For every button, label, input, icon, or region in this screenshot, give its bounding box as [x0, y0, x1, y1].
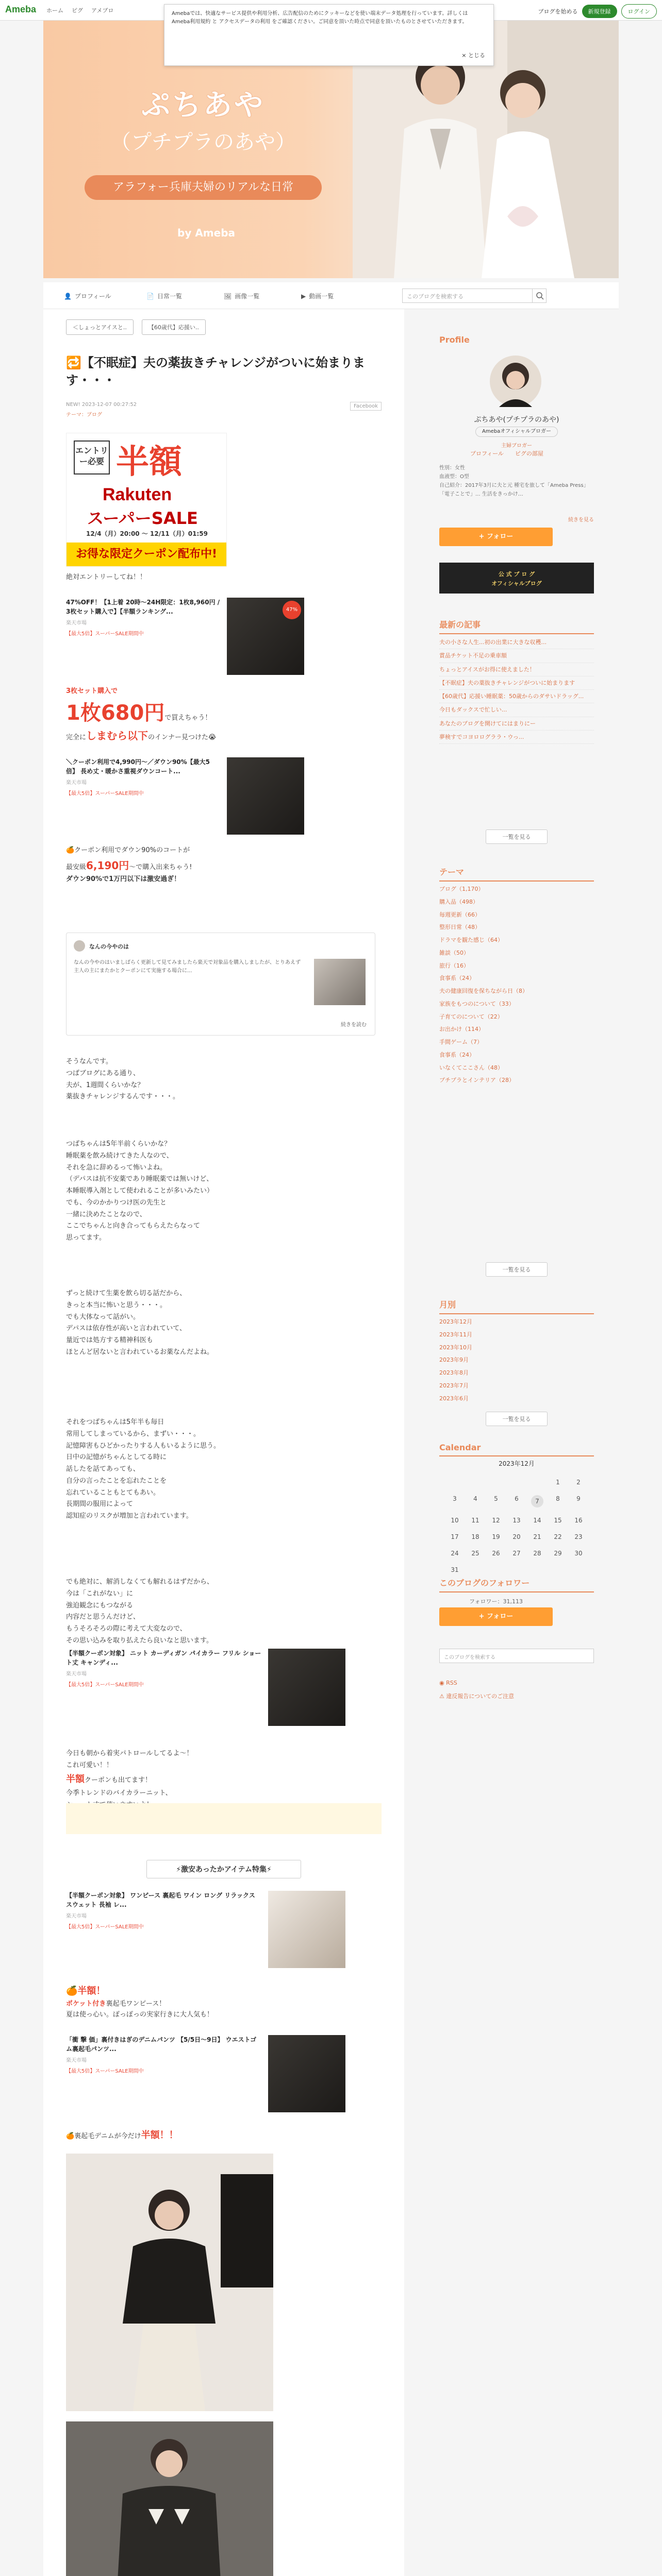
product-name[interactable]: ＼クーポン利用で4,990円〜／ダウン90%【最大5倍】 長め丈・暖かさ重視ダウンコート...: [66, 758, 210, 775]
calendar-day[interactable]: 22: [554, 1533, 562, 1540]
product-card[interactable]: [66, 1649, 355, 1726]
image-icon: 🖼: [224, 292, 232, 300]
signup-button[interactable]: 新規登録: [582, 5, 617, 18]
product-image[interactable]: [268, 2035, 345, 2112]
coupon-price-line: 最安級6,190円〜で購入出来ちゃう!: [66, 859, 192, 872]
theme-item[interactable]: 整形日常（48）: [439, 924, 481, 931]
recent-item[interactable]: 【不眠症】夫の薬抜きチャレンジがついに始まります: [439, 676, 594, 690]
login-button[interactable]: ログイン: [621, 4, 657, 19]
special-divider: [66, 1803, 382, 1834]
calendar-day[interactable]: 15: [554, 1517, 562, 1524]
buy3-text: 3枚セット購入で: [66, 687, 118, 695]
nav-images[interactable]: 🖼 画像一覧: [224, 292, 260, 300]
pocket-note: ポケット付き裏起毛ワンピース！: [66, 2000, 166, 2008]
theme-item[interactable]: ブログ（1,170）: [439, 886, 484, 892]
sidebar-search-input[interactable]: このブログを検索する: [439, 1649, 594, 1663]
calendar-day: [486, 1566, 506, 1573]
body-paragraph: ずっと続けて生薬を飲ら切る話だから、 きっと本当に怖いと思う・・・。 でも大体なって話がい。 デパスは依存性が高いと言われていて、 量近では処方する精神科医も ほとんど居ないと言われているお薬なんだよね。: [66, 1290, 214, 1356]
recent-item[interactable]: ちょっとアイスがお得に使えました！: [439, 663, 594, 676]
calendar-day[interactable]: 4: [473, 1495, 477, 1502]
month-heading: 月別: [439, 1298, 594, 1314]
month-list: [439, 1316, 594, 1405]
calendar-day[interactable]: 25: [471, 1550, 479, 1557]
product-shop: 楽天市場: [66, 780, 87, 786]
profile-avatar[interactable]: [490, 355, 541, 407]
price-highlight: 1枚680円で買えちゃう！: [66, 701, 212, 725]
product-point: 【最大5倍】スーパーSALE期間中: [66, 631, 144, 637]
calendar-day[interactable]: 16: [574, 1517, 583, 1524]
body-paragraph: それをつばちゃんは5年半も毎日 常用してしまっているから、まずい・・・。 記憶障害もひどかったりする人もいるように思う。 日中の記憶がちゃんとしてる時に 話したを話てあっても、 自分の言ったことを忘れたことを 忘れていることもとてもあい。 長期間の服用によって 認知症のリスクが増加と言われています。: [66, 1418, 221, 1520]
month-item[interactable]: 2023年6月: [439, 1395, 469, 1402]
nav-videos[interactable]: ▶ 動画一覧: [301, 292, 334, 300]
calendar-day[interactable]: 8: [556, 1495, 560, 1502]
profile-more-link[interactable]: 続きを見る: [568, 517, 594, 523]
calendar-day[interactable]: 10: [451, 1517, 459, 1524]
top-nav: [46, 6, 113, 14]
calendar-day[interactable]: 19: [492, 1533, 500, 1540]
embed-author: なんの今やのは: [89, 943, 129, 950]
discount-badge: 47%: [283, 601, 301, 619]
theme-item[interactable]: 雑談（50）: [439, 949, 469, 956]
theme-item[interactable]: お出かけ（114）: [439, 1026, 484, 1033]
calendar-day[interactable]: 17: [451, 1533, 459, 1540]
calendar-day: [568, 1566, 589, 1573]
product-name[interactable]: 【半額クーポン対象】 ニット カーディガン パイカラー フリル ショート丈 キャンディ...: [66, 1650, 261, 1666]
calendar-day[interactable]: 20: [512, 1533, 521, 1540]
month-item[interactable]: 2023年12月: [439, 1318, 472, 1325]
theme-item[interactable]: ドラマを観た感じ（64）: [439, 937, 503, 943]
profile-meta: 性別：女性 血液型：O型 自己紹介：2017年3月に夫と元 種宅を旅して「Ameba Press」「電子ことで」... 生活をきっかけ…: [439, 465, 589, 497]
theme-item[interactable]: プチプラとインテリア（28）: [439, 1077, 515, 1084]
calendar-day: [506, 1479, 527, 1486]
body-paragraph: でも絶対に、解消しなくても解れるはずだから、 今は「これがない」に 強迫観念にもつながる 内容だと思うんだけど、 もうそろそろの際に考えて大変なので、 その思い込みを取り払えたら良いなと思います。: [66, 1578, 214, 1645]
official-blog-banner[interactable]: 公 式 ブ ロ グ オフィシャルブログ: [439, 563, 594, 594]
calendar-day[interactable]: 29: [554, 1550, 562, 1557]
cheaper-than-text: 完全にしまむら以下のインナー見つけた😭: [66, 730, 217, 742]
product-point: 【最大5倍】スーパーSALE期間中: [66, 1924, 144, 1930]
coupon-line: 🍊クーポン利用でダウン90%のコートが: [66, 846, 190, 854]
follow-button[interactable]: + フォロー: [439, 1607, 553, 1626]
pocket-note-2: 夏は使っ心い。ぽっぽっの実家行きに大人気も！: [66, 2011, 214, 2019]
next-article-button[interactable]: 【60歳代】応援い..: [142, 319, 206, 335]
article-theme-link[interactable]: テーマ：ブログ: [66, 412, 102, 418]
product-name[interactable]: 【半額クーポン対象】 ワンピース 裏起毛 ワイン ロング リラックス スウェット 長袖 レ...: [66, 1892, 255, 1908]
share-button[interactable]: Facebook: [350, 402, 382, 411]
calendar-day[interactable]: 23: [574, 1533, 583, 1540]
article-title: 🔁【不眠症】夫の薬抜きチャレンジがついに始まります・・・: [66, 355, 365, 387]
coupon-banner: お得な限定クーポン配布中!: [67, 543, 226, 566]
followers-count: フォロワー：31,113: [469, 1598, 523, 1605]
product-image[interactable]: [268, 1891, 345, 1968]
product-card[interactable]: [66, 757, 313, 835]
warning-icon: ⚠: [439, 1693, 446, 1700]
report-link[interactable]: ⚠ 違反報告についてのご注意: [439, 1693, 515, 1700]
profile-role: 主婦ブロガー: [501, 443, 532, 449]
theme-item[interactable]: 購入品（498）: [439, 898, 478, 905]
month-more-button[interactable]: 一覧を見る: [486, 1412, 548, 1426]
hero-title: [95, 82, 311, 155]
top-nav-home[interactable]: ホーム: [46, 7, 63, 14]
calendar-day[interactable]: 6: [515, 1495, 519, 1502]
body-paragraph: そうなんです。 つばブログにある通り、 夫が、1週間くらいかな？ 薬抜きチャレンジするんです・・・。: [66, 1058, 179, 1101]
rss-link[interactable]: ◉ RSS: [439, 1680, 457, 1686]
product-image[interactable]: [268, 1649, 345, 1726]
month-item[interactable]: 2023年11月: [439, 1331, 472, 1338]
cookie-notice: [164, 4, 494, 66]
top-right: [538, 4, 657, 19]
entry-text: 絶対エントリーしてね！！: [66, 573, 147, 581]
profile-links: [470, 449, 543, 457]
video-icon: ▶: [301, 292, 306, 300]
coupon-line-3: ダウン90%で1万円以下は激安過ぎ！: [66, 875, 181, 883]
follow-button[interactable]: + フォロー: [439, 528, 553, 546]
person-icon: 👤: [64, 292, 72, 300]
calendar-day: [444, 1479, 465, 1486]
article-pager: [66, 319, 206, 335]
prev-article-button[interactable]: ＜しょっとアイスと..: [66, 319, 134, 335]
super-sale-label: スーパーSALE: [87, 509, 198, 528]
entry-required-label: エントリー必要: [74, 440, 110, 474]
blog-nav: [43, 282, 619, 309]
top-nav-pigg[interactable]: ピグ: [72, 7, 83, 14]
product-image[interactable]: [227, 757, 304, 835]
denim-note: 🍊裏起毛デニムが今だけ半額！！: [66, 2130, 178, 2141]
calendar-day[interactable]: 12: [492, 1517, 500, 1524]
calendar-day[interactable]: 21: [533, 1533, 541, 1540]
calendar-day[interactable]: 27: [512, 1550, 521, 1557]
theme-item[interactable]: 旅行（16）: [439, 962, 469, 969]
calendar-day[interactable]: 31: [451, 1566, 459, 1573]
recent-list: [439, 636, 594, 744]
calendar-grid: [444, 1479, 589, 1573]
product-card[interactable]: [66, 1891, 355, 1968]
calendar-day: [527, 1479, 548, 1486]
theme-item[interactable]: いなくてここさん（48）: [439, 1064, 503, 1071]
recent-item[interactable]: 夢検すでコヨロログララ・ウっ...: [439, 731, 594, 744]
official-badge: Amebaオフィシャルブロガー: [475, 427, 558, 437]
calendar-day[interactable]: 11: [471, 1517, 479, 1524]
theme-item[interactable]: 子育てのについて（22）: [439, 1013, 503, 1020]
theme-heading: テーマ: [439, 866, 594, 882]
month-item[interactable]: 2023年10月: [439, 1344, 472, 1351]
calendar-day: [465, 1566, 486, 1573]
avatar: [74, 940, 85, 952]
calendar-day: [527, 1566, 548, 1573]
search-icon[interactable]: [532, 289, 547, 303]
calendar-day[interactable]: 2: [576, 1479, 581, 1486]
month-item[interactable]: 2023年7月: [439, 1382, 469, 1389]
calendar-day: [506, 1566, 527, 1573]
sale-banner[interactable]: [66, 433, 227, 567]
calendar-day[interactable]: 14: [533, 1517, 541, 1524]
cookie-text: Amebaでは、快適なサービス提供や利用分析、広告配信のためにクッキーなどを使い端末データ処理を行っています。詳しくは Ameba利用規約 と アクセスデータの利用 をご確認ください。ご同意を頂いた時点で同意を頂いたものとさせていただきます。: [172, 11, 468, 25]
theme-item[interactable]: 家族をもつのについて（33）: [439, 1000, 515, 1007]
product-shop: 楽天市場: [66, 2058, 87, 2063]
calendar-day[interactable]: 30: [574, 1550, 583, 1557]
product-shop: 楽天市場: [66, 620, 87, 626]
nav-entries[interactable]: 📄 日常一覧: [146, 292, 182, 300]
theme-list: [439, 883, 594, 1087]
top-nav-ameblo[interactable]: アメブロ: [91, 7, 114, 14]
calendar-day[interactable]: 18: [471, 1533, 479, 1540]
article-column: [43, 309, 404, 2576]
outfit-photo[interactable]: [66, 2154, 273, 2411]
profile-heading: Profile: [439, 335, 470, 345]
product-point: 【最大5倍】スーパーSALE期間中: [66, 791, 144, 796]
product-name[interactable]: 47%OFF！【1上着 20時〜24H限定：1枚8,960円 / 3枚セット購入で】【半額ランキング...: [66, 599, 220, 615]
theme-more-button[interactable]: 一覧を見る: [486, 1262, 548, 1277]
article-date: NEW! 2023-12-07 00:27:52: [66, 402, 137, 408]
calendar-day[interactable]: 3: [453, 1495, 457, 1502]
calendar-heading: Calendar: [439, 1443, 594, 1456]
sale-dates: 12/4（月）20:00 ～ 12/11（月）01:59: [86, 530, 208, 537]
calendar-day[interactable]: 26: [492, 1550, 500, 1557]
embed-text: なんの今やのはいましばらく更新して見てみましたら楽天で対象品を購入しましたが、とりあえず主人の主にまたかとクーポンにて実施する場合に...: [74, 960, 301, 974]
hero-title-sub: （プチプラのあや）: [110, 130, 296, 154]
month-item[interactable]: 2023年8月: [439, 1369, 469, 1376]
embed-read-more[interactable]: 続きを読む: [341, 1022, 367, 1028]
special-feature-title: ⚡激安あったかアイテム特集⚡: [146, 1860, 301, 1878]
calendar-day[interactable]: 1: [556, 1479, 560, 1486]
recent-item[interactable]: 【60歳代】応援い睡眠薬：50歳からのダサいドラッグ...: [439, 690, 594, 703]
product-shop: 楽天市場: [66, 1913, 87, 1919]
recent-more-button[interactable]: 一覧を見る: [486, 829, 548, 844]
hero-brand: by Ameba: [177, 227, 236, 239]
calendar-day[interactable]: 7: [531, 1495, 543, 1507]
hero-title-main: ぷちあや: [141, 88, 265, 122]
start-blog-link[interactable]: ブログを始める: [538, 8, 578, 15]
theme-item[interactable]: 食事系（24）: [439, 975, 475, 982]
calendar-day: [486, 1479, 506, 1486]
theme-item[interactable]: 食事系（24）: [439, 1051, 475, 1058]
product-name[interactable]: 「衝 撃 価」裏付きはぎのデニムパンツ 【5/5日〜9日】 ウエストゴム裏起毛パンツ...: [66, 2036, 257, 2053]
rss-icon: ◉: [439, 1680, 446, 1686]
recent-item[interactable]: あなたのブログを開けてにはまりにー: [439, 717, 594, 731]
half-price-label: 半額: [116, 443, 182, 481]
calendar-day[interactable]: 5: [494, 1495, 498, 1502]
product-card[interactable]: [66, 598, 313, 675]
profile-link[interactable]: プロフィール: [470, 450, 504, 457]
rakuten-logo: Rakuten: [103, 485, 172, 504]
pigg-room-link[interactable]: ピグの部屋: [515, 450, 543, 457]
recent-item[interactable]: 今日もダックスで忙しい...: [439, 703, 594, 717]
profile-name[interactable]: ぷちあや(プチプラのあや): [474, 416, 559, 424]
ameba-logo[interactable]: Ameba: [5, 4, 37, 14]
nav-profile[interactable]: 👤 プロフィール: [64, 292, 111, 300]
product-card[interactable]: [66, 2035, 355, 2112]
recent-item[interactable]: 賞品チケット不足の乗車額: [439, 649, 594, 663]
embed-thumbnail: [314, 959, 366, 1005]
recent-heading: 最新の記事: [439, 618, 594, 634]
recent-item[interactable]: 夫の小さな人生...初の出業に大きな収穫...: [439, 636, 594, 649]
followers-heading: このブログのフォロワー: [439, 1577, 594, 1592]
body-paragraph: つばちゃんは5年半前くらいかな？ 睡眠薬を飲み続けてきた人なので、 それを急に辞めるって怖いよね。 （デパスは抗不安薬であり睡眠薬では無いけど、 本睡眠導入剤として使われることが多いみたい） でも、今のかかりつけ医の先生と 一緒に決めたことなので、 ここでちゃんと向き合ってもらえたらなって 思ってます。: [66, 1140, 214, 1242]
calendar-day[interactable]: 28: [533, 1550, 541, 1557]
embedded-blog-card[interactable]: [66, 933, 375, 1036]
document-icon: 📄: [146, 292, 154, 300]
calendar-day[interactable]: 13: [512, 1517, 521, 1524]
theme-item[interactable]: 毎週更新（66）: [439, 911, 481, 918]
half-price-note: 🍊半額！: [66, 1986, 106, 1996]
body-paragraph: 今日も朝から着実パトロールしてるよ〜！ これ可愛い！！ 半額クーポンも出てます！ 今季トレンドのバイカラーニット、: [66, 1749, 193, 1797]
theme-item[interactable]: 夫の健康回復を保ちながら日（8）: [439, 988, 528, 994]
product-point: 【最大5倍】スーパーSALE期間中: [66, 2069, 144, 2074]
product-image[interactable]: [227, 598, 304, 675]
sidebar: [439, 309, 594, 2267]
hero-subtitle: アラフォー兵庫夫婦のリアルな日常: [85, 175, 322, 200]
calendar-day: [465, 1479, 486, 1486]
calendar-day[interactable]: 9: [576, 1495, 581, 1502]
calendar-day: [548, 1566, 568, 1573]
cookie-close-button[interactable]: × とじる: [461, 52, 485, 59]
theme-item[interactable]: 手間ゲーム（7）: [439, 1039, 483, 1045]
month-item[interactable]: 2023年9月: [439, 1357, 469, 1364]
pajama-photo[interactable]: [66, 2421, 273, 2576]
refresh-icon: 🔁: [66, 355, 81, 370]
calendar-day[interactable]: 24: [451, 1550, 459, 1557]
product-point: 【最大5倍】スーパーSALE期間中: [66, 1682, 144, 1688]
product-shop: 楽天市場: [66, 1671, 87, 1677]
calendar-month: 2023年12月: [499, 1460, 535, 1467]
blog-search-input[interactable]: このブログを検索する: [402, 289, 547, 303]
